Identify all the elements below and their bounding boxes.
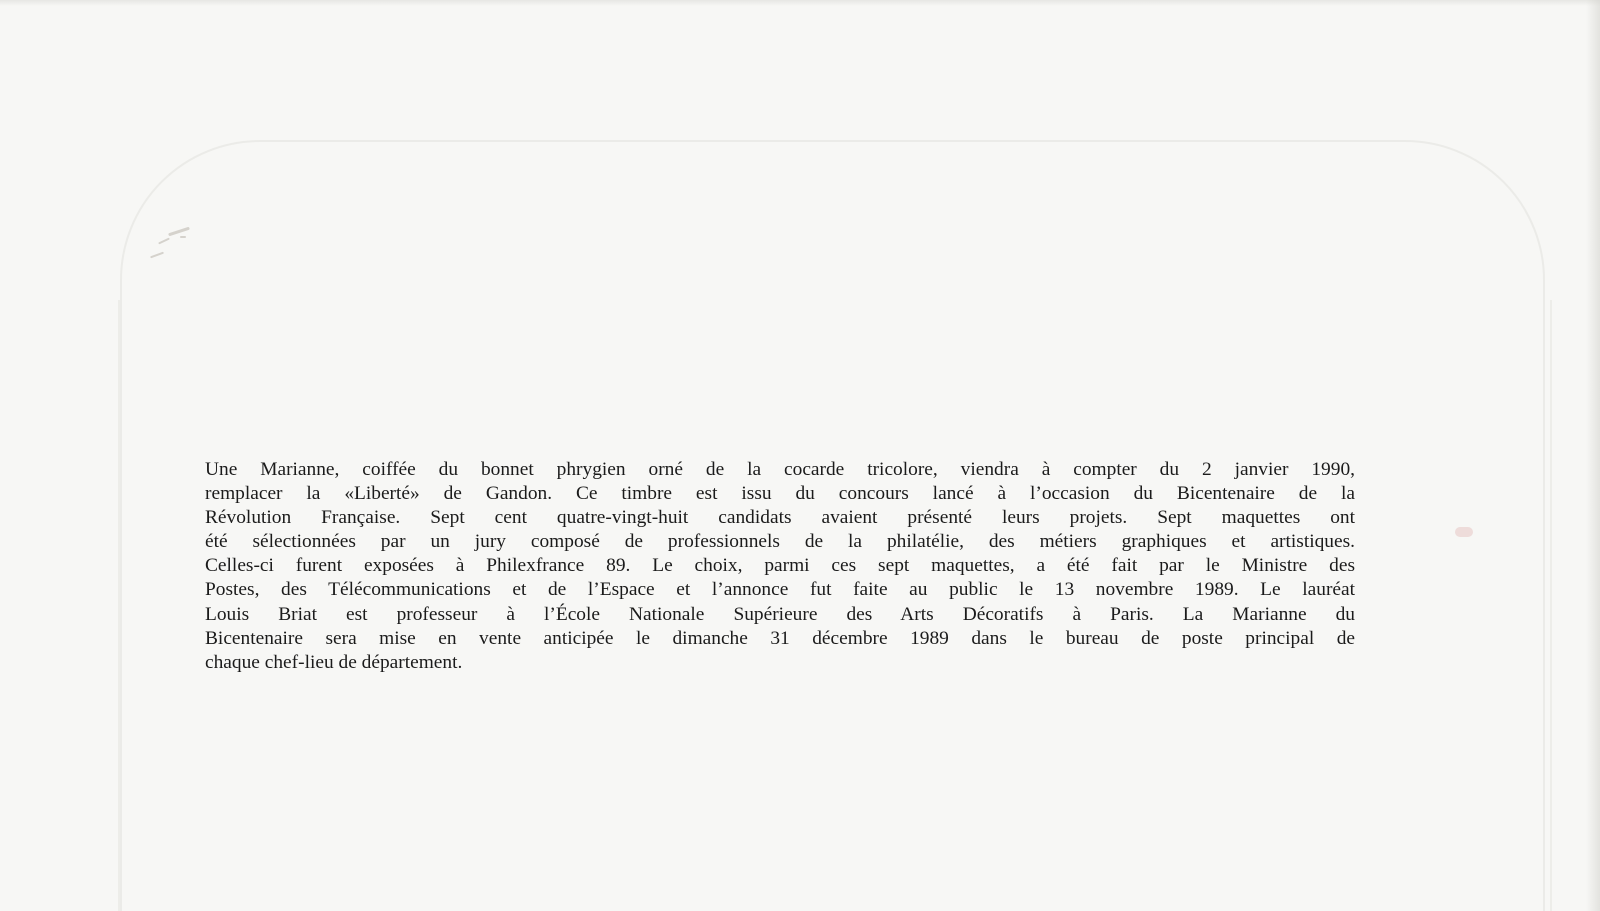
description-paragraph	[205, 458, 1355, 675]
paper-speck	[1455, 527, 1473, 537]
paragraph-line: Celles-ci furent exposées à Philexfrance 89. Le choix, parmi ces sept maquettes, a été fait par le Ministre des	[205, 555, 1355, 577]
paragraph-line: remplacer la «Liberté» de Gandon. Ce timbre est issu du concours lancé à l’occasion du Bicentenaire de la	[205, 483, 1355, 505]
paragraph-line: Postes, des Télécommunications et de l’Espace et l’annonce fut faite au public le 13 novembre 1989. Le lauréat	[205, 579, 1355, 601]
paragraph-line: Une Marianne, coiffée du bonnet phrygien orné de la cocarde tricolore, viendra à compter du 2 janvier 1990,	[205, 459, 1355, 480]
scan-edge-top	[0, 0, 1600, 6]
paragraph-line: chaque chef-lieu de département.	[205, 651, 463, 673]
paragraph-line: Louis Briat est professeur à l’École Nationale Supérieure des Arts Décoratifs à Paris. La Marianne du	[205, 603, 1355, 625]
paper-smudge	[150, 226, 210, 266]
paragraph-line: Bicentenaire sera mise en vente anticipée le dimanche 31 décembre 1989 dans le bureau de poste principal de	[205, 627, 1355, 649]
paragraph-line: été sélectionnées par un jury composé de professionnels de la philatélie, des métiers graphiques et artistiques.	[205, 531, 1355, 553]
scan-edge-right	[1586, 0, 1600, 911]
paragraph-line: Révolution Française. Sept cent quatre-vingt-huit candidats avaient présenté leurs projets. Sept maquettes ont	[205, 507, 1355, 529]
